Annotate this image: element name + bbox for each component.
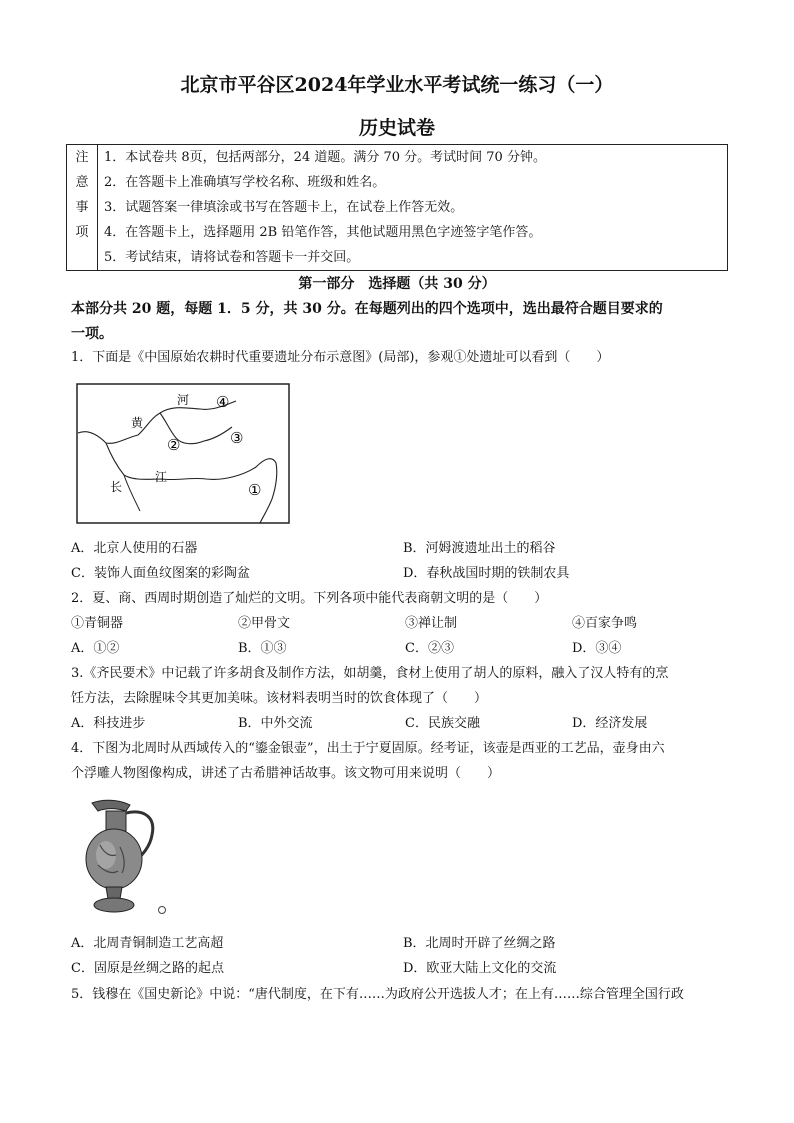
exam-subtitle: 历史试卷 xyxy=(358,117,435,139)
map-site-1: ① xyxy=(248,481,262,499)
map-label-chang: 长 xyxy=(110,480,123,494)
notice-side-label: 注 意 事 项 xyxy=(67,145,98,271)
map-label-huang: 黄 xyxy=(131,416,144,430)
section-heading: 第一部分 选择题（共 30 分） xyxy=(298,276,496,292)
notice-items xyxy=(98,145,728,271)
notice-item: 1．本试卷共 8页，包括两部分，24 道题。满分 70 分。考试时间 70 分钟。 xyxy=(104,150,546,165)
q2-item-4: ④百家争鸣 xyxy=(572,616,638,631)
q4-option-d: D．欧亚大陆上文化的交流 xyxy=(403,961,557,976)
section-intro-line1: 本部分共 20 题，每题 1．5 分，共 30 分。在每题列出的四个选项中，选出最符合题目要求的 xyxy=(71,301,663,317)
q2-option-b: B．①③ xyxy=(238,641,287,656)
q5-stem: 5．钱穆在《国史新论》中说：“唐代制度，在下有……为政府公开选拔人才；在上有……综合管理全国行政 xyxy=(71,987,684,1002)
q2-option-d: D．③④ xyxy=(572,641,622,656)
q1-option-b: B．河姆渡遗址出土的稻谷 xyxy=(403,541,556,556)
q4-option-b: B．北周时开辟了丝绸之路 xyxy=(403,936,556,951)
q1-option-c: C．装饰人面鱼纹图案的彩陶盆 xyxy=(71,566,250,581)
q2-item-3: ③禅让制 xyxy=(405,616,458,631)
q4-option-a: A．北周青铜制造工艺高超 xyxy=(71,936,224,951)
q2-option-c: C．②③ xyxy=(405,641,454,656)
ewer-stem xyxy=(106,887,122,899)
q1-option-a: A．北京人使用的石器 xyxy=(71,541,198,556)
q4-stem-line1: 4．下图为北周时从西域传入的“鎏金银壶”，出土于宁夏固原。经考证，该壶是西亚的工艺品，壶身由六 xyxy=(71,741,665,756)
q2-item-2: ②甲骨文 xyxy=(238,616,291,631)
q2-item-1: ①青铜器 xyxy=(71,616,124,631)
notice-box xyxy=(66,144,728,271)
q3-option-c: C．民族交融 xyxy=(405,716,480,731)
map-label-he: 河 xyxy=(177,393,190,407)
q3-option-b: B．中外交流 xyxy=(238,716,313,731)
q3-option-d: D．经济发展 xyxy=(572,716,648,731)
notice-item: 5．考试结束，请将试卷和答题卡一并交回。 xyxy=(104,250,360,265)
notice-item: 2．在答题卡上准确填写学校名称、班级和姓名。 xyxy=(104,175,386,190)
q1-stem: 1．下面是《中国原始农耕时代重要遗址分布示意图》(局部)，参观①处遗址可以看到（ ） xyxy=(71,350,610,365)
q2-option-a: A．①② xyxy=(71,641,120,656)
gilded-silver-ewer-image xyxy=(70,795,170,920)
notice-item: 3．试题答案一律填涂或书写在答题卡上，在试卷上作答无效。 xyxy=(104,200,464,215)
q4-option-c: C．固原是丝绸之路的起点 xyxy=(71,961,224,976)
q3-stem-line1: 3.《齐民要术》中记载了许多胡食及制作方法，如胡羹，食材上使用了胡人的原料，融入了汉人特有的烹 xyxy=(71,666,669,681)
ewer-foot xyxy=(94,898,134,912)
copyright-icon xyxy=(159,907,166,914)
q4-stem-line2: 个浮雕人物图像构成，讲述了古希腊神话故事。该文物可用来说明（ ） xyxy=(71,766,501,781)
notice-item: 4．在答题卡上，选择题用 2B 铅笔作答，其他试题用黑色字迹签字笔作答。 xyxy=(104,225,542,240)
map-site-2: ② xyxy=(167,436,181,454)
ewer-neck xyxy=(106,811,126,831)
map-site-3: ③ xyxy=(230,429,244,447)
q1-map xyxy=(76,383,290,524)
ewer-spout xyxy=(92,800,130,811)
q2-stem: 2．夏、商、西周时期创造了灿烂的文明。下列各项中能代表商朝文明的是（ ） xyxy=(71,591,548,606)
q3-stem-line2: 饪方法，去除腥味令其更加美味。该材料表明当时的饮食体现了（ ） xyxy=(71,691,488,706)
q1-option-d: D．春秋战国时期的铁制农具 xyxy=(403,566,570,581)
q3-option-a: A．科技进步 xyxy=(71,716,146,731)
map-site-4: ④ xyxy=(216,393,230,411)
section-intro-line2: 一项。 xyxy=(71,326,113,342)
map-label-jiang: 江 xyxy=(155,470,168,484)
exam-title: 北京市平谷区2024年学业水平考试统一练习（一） xyxy=(180,74,614,96)
